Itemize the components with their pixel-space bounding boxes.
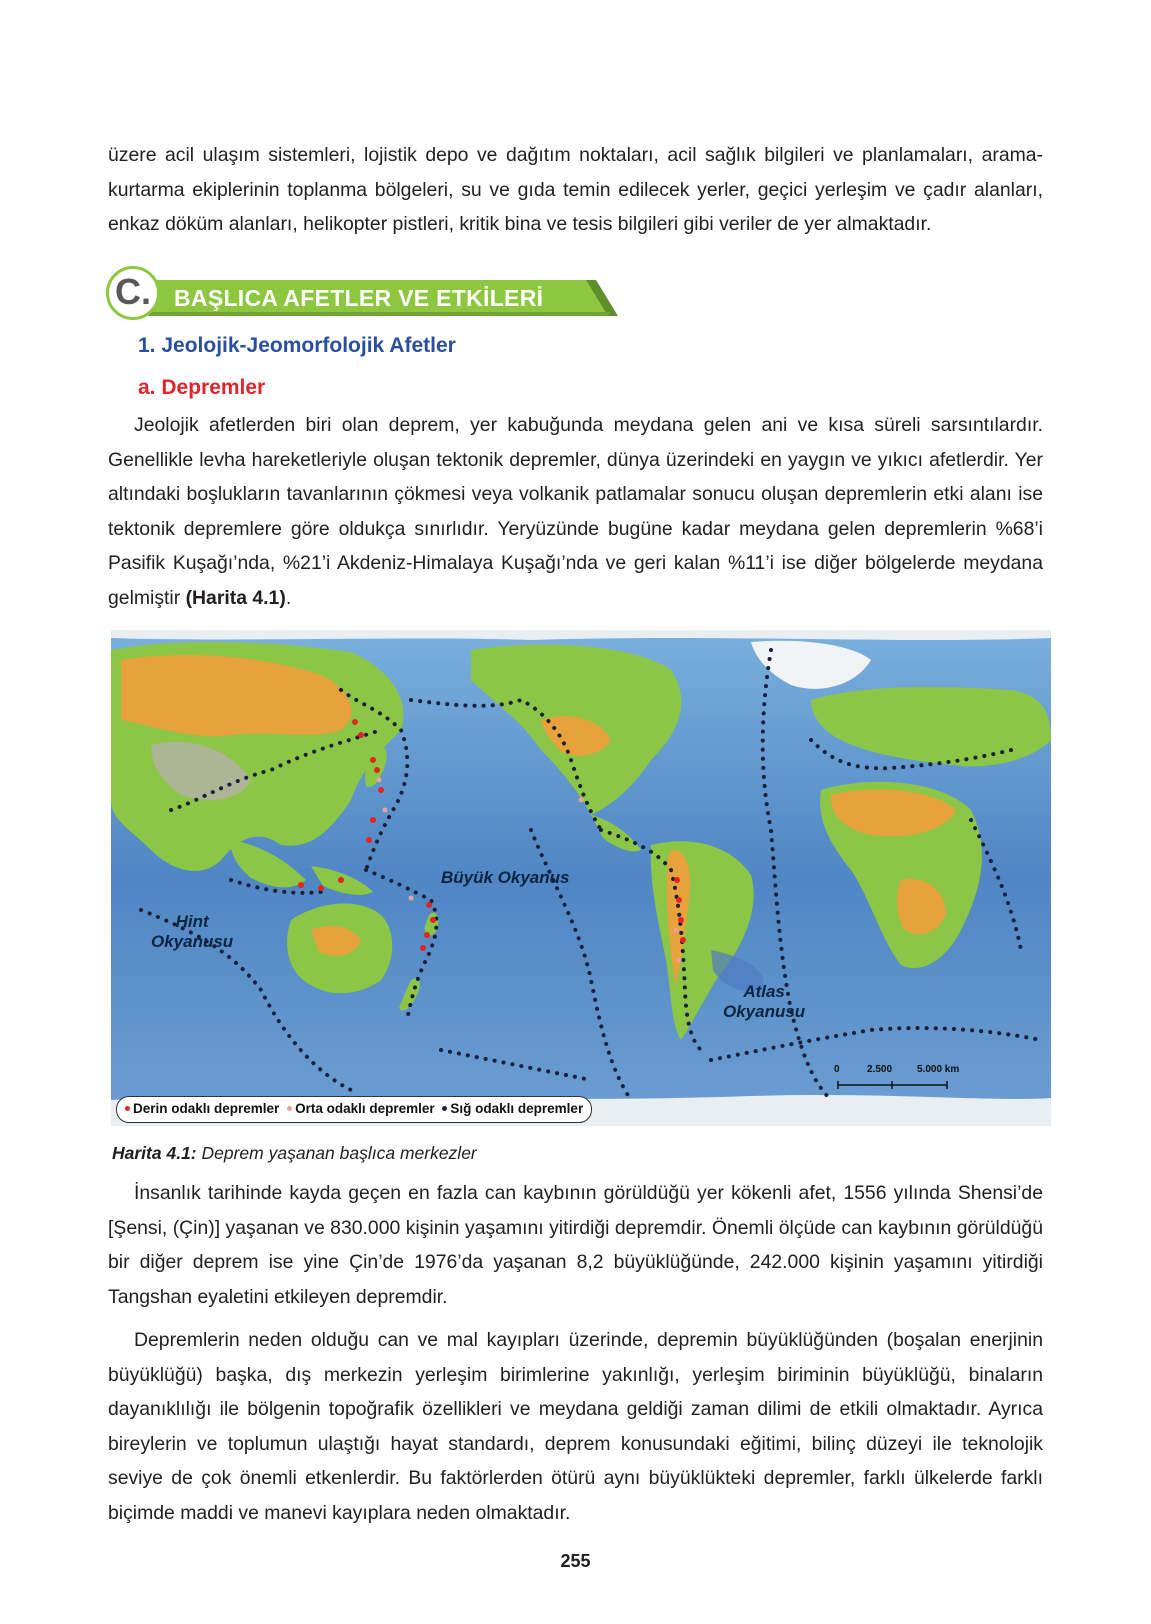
section-header bbox=[106, 264, 666, 322]
history-paragraph-text: İnsanlık tarihinde kayda geçen en fazla can kaybının görüldüğü yer kökenli afet, 1556 yılında Shensi’de [Şensi, (Çin)] yaşanan ve 830.000 kişinin yaşamını yitirdiği depremdir. Önemli ölçüde can kaybının görüldüğü bir diğer deprem ise yine Çin’de 1976’da yaşanan 8,2 büyüklüğünde, 242.000 kişinin yaşamını yitirdiği Tangshan eyaletini etkileyen depremdir. bbox=[108, 1182, 1043, 1308]
map-caption bbox=[112, 1143, 477, 1164]
scale-tick-5000: 5.000 km bbox=[917, 1064, 960, 1075]
factors-paragraph bbox=[108, 1323, 1043, 1530]
label-indian-ocean-line1: Hint bbox=[175, 912, 209, 931]
earthquake-map bbox=[111, 630, 1051, 1126]
map-reference: (Harita 4.1) bbox=[185, 586, 286, 609]
legend-intermediate-dot bbox=[287, 1106, 292, 1111]
caption-label: Harita 4.1: bbox=[112, 1143, 197, 1163]
legend-deep-dot bbox=[125, 1106, 130, 1111]
caption-text: Deprem yaşanan başlıca merkezler bbox=[201, 1143, 477, 1163]
legend-shallow-label: Sığ odaklı depremler bbox=[450, 1101, 584, 1116]
scale-tick-2500: 2.500 bbox=[867, 1064, 893, 1075]
label-pacific-ocean: Büyük Okyanus bbox=[441, 868, 570, 887]
legend-shallow-dot bbox=[442, 1106, 447, 1111]
label-indian-ocean-line2: Okyanusu bbox=[151, 932, 234, 951]
factors-paragraph-text: Depremlerin neden olduğu can ve mal kayıpları üzerinde, depremin büyüklüğünden (boşalan enerjinin büyüklüğü) başka, dış merkezin yerleşim birimlerine yakınlığı, yerleşim biriminin büyüklüğü, binaların dayanıklılığı ile bölgenin topoğrafik özellikleri ve meydana geldiği zaman dilimi de etkili olmaktadır. Ayrıca bireylerin ve toplumun ulaştığı hayat standardı, deprem konusundaki eğitimi, bilinç düzeyi ile teknolojik seviye de çok önemli etkenlerdir. Bu faktörlerden ötürü aynı büyüklükteki depremler, farklı ülkelerde farklı biçimde maddi ve manevi kayıplara neden olmaktadır. bbox=[108, 1329, 1043, 1524]
earthquake-paragraph-text: Jeolojik afetlerden biri olan deprem, yer kabuğunda meydana gelen ani ve kısa süreli sarsıntılardır. Genellikle levha hareketleriyle oluşan tektonik depremler, dünya üzerindeki en yaygın ve yıkıcı afetlerdir. Yer altındaki boşlukların tavanlarının çökmesi veya volkanik patlamalar sonucu oluşan depremlerin etki alanı ise tektonik depremlere göre oldukça sınırlıdır. Yeryüzünde bugüne kadar meydana gelen depremlerin %68’i Pasifik Kuşağı’nda, %21’i Akdeniz-Himalaya Kuşağı’nda ve geri kalan %11’i ise diğer bölgelerde meydana gelmiştir bbox=[108, 414, 1043, 609]
subheading-earthquakes: a. Depremler bbox=[138, 376, 266, 399]
section-letter: C. bbox=[115, 271, 151, 312]
map-legend bbox=[116, 1096, 592, 1123]
label-atlantic-ocean bbox=[723, 982, 805, 1022]
scale-tick-0: 0 bbox=[834, 1064, 840, 1075]
paragraph-end: . bbox=[285, 586, 292, 609]
page-number: 255 bbox=[560, 1551, 591, 1571]
map-scale-bar bbox=[834, 1064, 975, 1092]
legend-intermediate-label: Orta odaklı depremler bbox=[295, 1101, 435, 1116]
label-indian-ocean bbox=[151, 912, 233, 952]
section-title: BAŞLICA AFETLER VE ETKİLERİ bbox=[174, 285, 544, 311]
legend-deep-label: Derin odaklı depremler bbox=[133, 1101, 280, 1116]
scale-line bbox=[837, 1080, 975, 1090]
label-atlantic-ocean-line1: Atlas bbox=[743, 982, 785, 1001]
history-paragraph bbox=[108, 1176, 1043, 1314]
intro-paragraph: üzere acil ulaşım sistemleri, lojistik depo ve dağıtım noktaları, acil sağlık bilgileri ve planlamaları, arama-kurtarma ekiplerinin toplanma bölgeleri, su ve gıda temin edilecek yerler, geçici yerleşim ve çadır alanları, enkaz döküm alanları, helikopter pistleri, kritik bina ve tesis bilgileri gibi veriler de yer almaktadır. bbox=[108, 144, 1043, 235]
subheading-geologic: 1. Jeolojik-Jeomorfolojik Afetler bbox=[138, 334, 456, 357]
label-atlantic-ocean-line2: Okyanusu bbox=[723, 1002, 806, 1021]
earthquake-paragraph bbox=[108, 408, 1043, 615]
map-image bbox=[111, 630, 1051, 1126]
